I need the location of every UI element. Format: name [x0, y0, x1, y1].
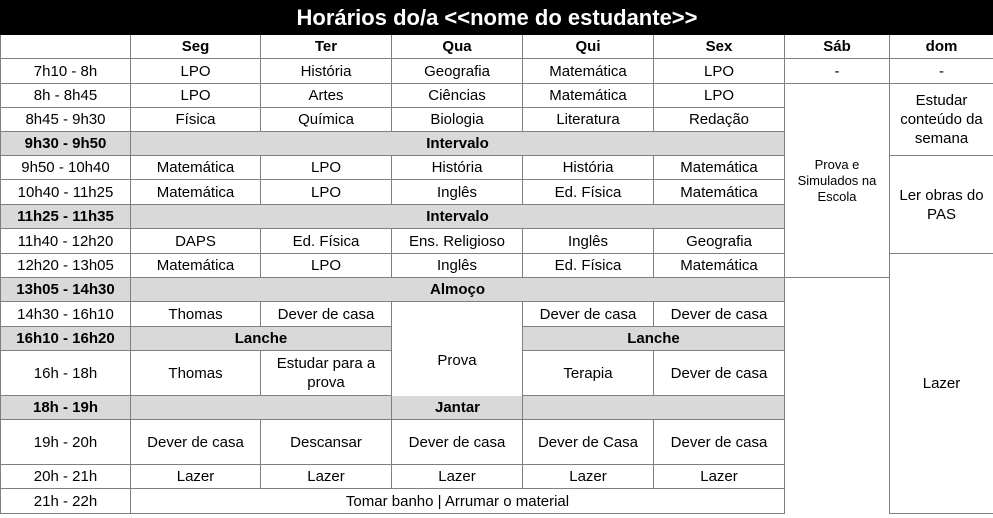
class-cell: Dever de Casa	[523, 420, 654, 465]
class-cell: História	[523, 156, 654, 180]
time-cell: 7h10 - 8h	[1, 59, 131, 84]
time-cell: 19h - 20h	[1, 420, 131, 465]
class-cell: Ed. Física	[523, 180, 654, 205]
time-cell: 11h25 - 11h35	[1, 205, 131, 229]
class-cell: Dever de casa	[392, 420, 523, 465]
class-cell: Inglês	[392, 254, 523, 278]
break-cell: Lanche	[131, 327, 392, 351]
time-cell: 14h30 - 16h10	[1, 302, 131, 327]
dom-study-block: Estudar conteúdo da semana	[890, 84, 993, 156]
class-cell: LPO	[654, 84, 785, 108]
header-row	[1, 35, 993, 59]
class-cell: Dever de casa	[654, 302, 785, 327]
class-cell: Matemática	[523, 59, 654, 84]
table-row	[1, 396, 993, 420]
table-row	[1, 278, 993, 302]
class-cell: Thomas	[131, 351, 261, 396]
time-cell: 12h20 - 13h05	[1, 254, 131, 278]
class-cell: Dever de casa	[523, 302, 654, 327]
header-sex: Sex	[654, 35, 785, 59]
table-row	[1, 59, 993, 84]
class-cell: Matemática	[131, 156, 261, 180]
class-cell: LPO	[261, 156, 392, 180]
class-cell: Dever de casa	[654, 351, 785, 396]
class-cell: LPO	[261, 180, 392, 205]
sab-cell: -	[785, 59, 890, 84]
time-cell: 11h40 - 12h20	[1, 229, 131, 254]
sab-lazer-block: Lazer	[890, 254, 993, 514]
time-cell: 8h45 - 9h30	[1, 108, 131, 132]
class-cell: LPO	[261, 254, 392, 278]
class-cell: LPO	[131, 84, 261, 108]
table-row	[1, 302, 993, 327]
time-cell: 9h30 - 9h50	[1, 132, 131, 156]
class-cell: Lazer	[131, 465, 261, 489]
break-cell: Intervalo	[131, 205, 785, 229]
class-cell: DAPS	[131, 229, 261, 254]
class-cell: Inglês	[392, 180, 523, 205]
time-cell: 20h - 21h	[1, 465, 131, 489]
qua-prova-block: Prova	[392, 302, 523, 420]
table-row	[1, 420, 993, 465]
class-cell: LPO	[654, 59, 785, 84]
class-cell: História	[261, 59, 392, 84]
header-sab: Sáb	[785, 35, 890, 59]
class-cell: Dever de casa	[261, 302, 392, 327]
sab-prova-block: Prova e Simulados na Escola	[785, 84, 890, 278]
page-title: Horários do/a <<nome do estudante>>	[1, 1, 993, 35]
time-cell: 9h50 - 10h40	[1, 156, 131, 180]
class-cell: LPO	[131, 59, 261, 84]
class-cell: Thomas	[131, 302, 261, 327]
class-cell: Geografia	[392, 59, 523, 84]
time-cell: 16h10 - 16h20	[1, 327, 131, 351]
class-cell: Ens. Religioso	[392, 229, 523, 254]
class-cell: Matemática	[654, 156, 785, 180]
class-cell: Lazer	[654, 465, 785, 489]
class-cell: Matemática	[654, 180, 785, 205]
time-cell: 10h40 - 11h25	[1, 180, 131, 205]
break-cell: Intervalo	[131, 132, 785, 156]
time-cell: 13h05 - 14h30	[1, 278, 131, 302]
class-cell: Descansar	[261, 420, 392, 465]
header-qui: Qui	[523, 35, 654, 59]
header-qua: Qua	[392, 35, 523, 59]
table-row	[1, 465, 993, 489]
table-row	[1, 489, 993, 514]
class-cell: Lazer	[261, 465, 392, 489]
class-cell: Ed. Física	[261, 229, 392, 254]
break-cell: Jantar	[131, 396, 785, 420]
class-cell: Redação	[654, 108, 785, 132]
class-cell: Física	[131, 108, 261, 132]
class-cell: Terapia	[523, 351, 654, 396]
time-cell: 21h - 22h	[1, 489, 131, 514]
class-cell: Dever de casa	[131, 420, 261, 465]
class-cell: Literatura	[523, 108, 654, 132]
class-cell: Geografia	[654, 229, 785, 254]
time-cell: 8h - 8h45	[1, 84, 131, 108]
time-cell: 16h - 18h	[1, 351, 131, 396]
class-cell: Matemática	[654, 254, 785, 278]
dom-pas-block: Ler obras do PAS	[890, 156, 993, 254]
class-cell: Biologia	[392, 108, 523, 132]
class-cell: Lazer	[523, 465, 654, 489]
class-cell: Dever de casa	[654, 420, 785, 465]
class-cell: Inglês	[523, 229, 654, 254]
table-row	[1, 84, 993, 108]
time-cell: 18h - 19h	[1, 396, 131, 420]
class-cell: Artes	[261, 84, 392, 108]
class-cell: Química	[261, 108, 392, 132]
class-cell: Ciências	[392, 84, 523, 108]
class-cell: Estudar para a prova	[261, 351, 392, 396]
header-seg: Seg	[131, 35, 261, 59]
class-cell: Matemática	[523, 84, 654, 108]
class-cell: História	[392, 156, 523, 180]
class-cell: Matemática	[131, 180, 261, 205]
class-cell: Matemática	[131, 254, 261, 278]
class-cell: Lazer	[392, 465, 523, 489]
class-cell: Ed. Física	[523, 254, 654, 278]
header-ter: Ter	[261, 35, 392, 59]
header-dom: dom	[890, 35, 993, 59]
dom-cell: -	[890, 59, 993, 84]
header-time	[1, 35, 131, 59]
merged-cell: Tomar banho | Arrumar o material	[131, 489, 785, 514]
break-cell: Almoço	[131, 278, 785, 302]
break-cell: Lanche	[523, 327, 785, 351]
